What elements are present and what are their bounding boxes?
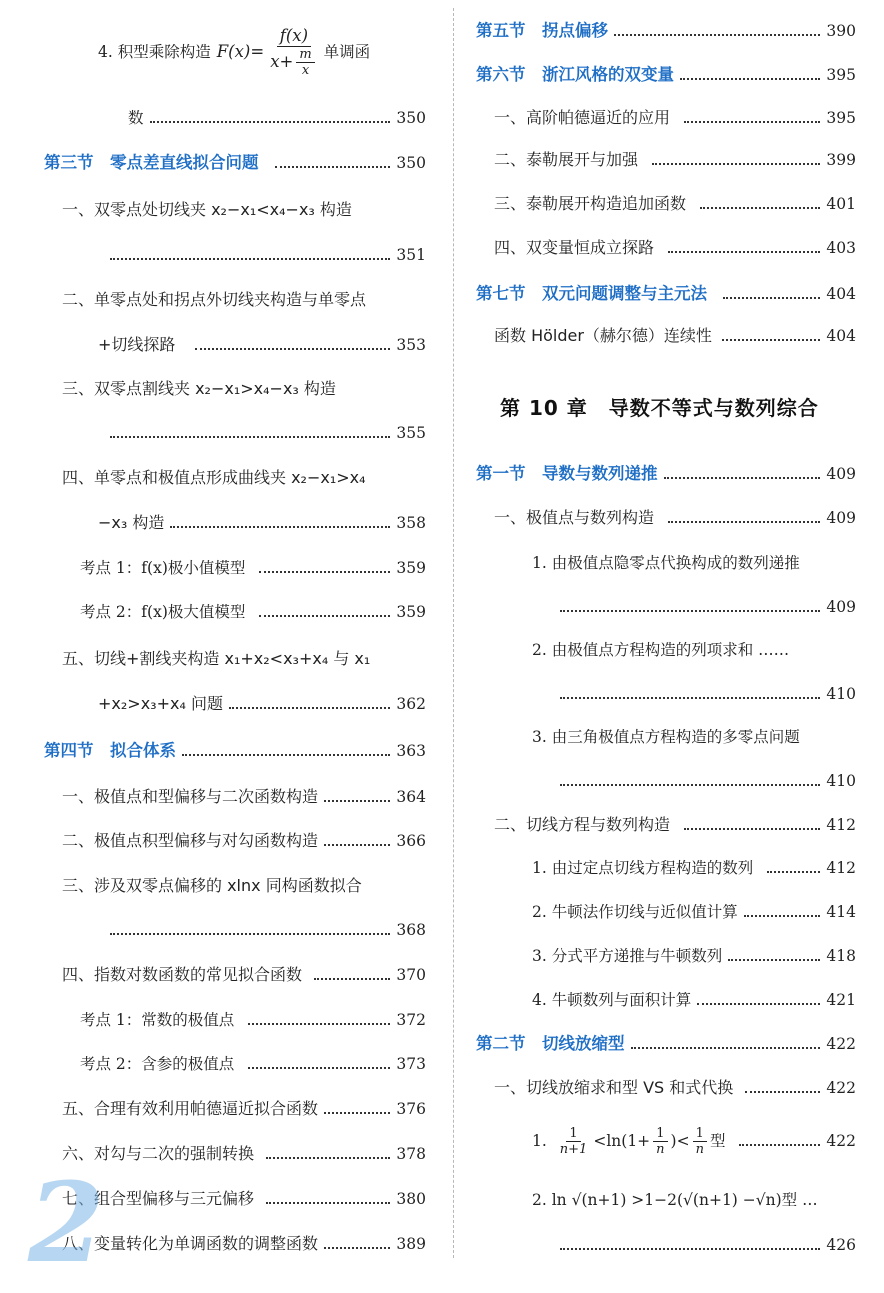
entry-text: 八、变量转化为单调函数的调整函数 [62, 1234, 319, 1253]
toc-entry-s4-4[interactable] [62, 964, 426, 986]
page-number: 422 [826, 1132, 856, 1150]
leader-dots [723, 297, 820, 299]
entry-text: 三、泰勒展开构造追加函数 [494, 194, 687, 213]
leader-dots [110, 933, 390, 935]
toc-entry-s3-2[interactable] [62, 289, 426, 311]
page-number: 418 [826, 947, 856, 965]
page-corner-digit: 2 [28, 1158, 105, 1287]
section-title: 第二节 切线放缩型 [476, 1034, 625, 1053]
entry-text: 函数 Hölder（赫尔德）连续性 [494, 326, 712, 345]
frac-numerator: 1 [653, 1126, 667, 1142]
leader-dots [150, 121, 391, 123]
page-number: 351 [396, 246, 426, 264]
entry-text: 2. 由极值点方程构造的列项求和 …… [532, 641, 790, 659]
toc-kaodian-4[interactable] [80, 1053, 426, 1075]
page-number: 422 [826, 1079, 856, 1097]
entry-text: 4. 牛顿数列与面积计算 [532, 991, 692, 1009]
toc-entry-item4[interactable] [98, 22, 428, 82]
entry-text: 一、极值点和型偏移与二次函数构造 [62, 787, 319, 806]
toc-entry-c1-2-4[interactable] [532, 989, 856, 1011]
page-number: 350 [396, 109, 426, 127]
toc-kaodian-3[interactable] [80, 1009, 426, 1031]
entry-text: 一、高阶帕德逼近的应用 [494, 108, 671, 127]
entry-text: 2. ln √(n+1) >1−2(√(n+1) −√n)型 … [532, 1191, 818, 1209]
entry-text: 三、双零点割线夹 x₂−x₁>x₄−x₃ 构造 [62, 379, 336, 398]
page-number: 409 [826, 509, 856, 527]
page-number: 403 [826, 239, 856, 257]
entry-text: 四、指数对数函数的常见拟合函数 [62, 965, 303, 984]
entry-text: 二、极值点积型偏移与对勾函数构造 [62, 831, 319, 850]
toc-entry-c1-1-3[interactable] [532, 726, 856, 748]
toc-section-4[interactable] [44, 740, 426, 762]
leader-dots [668, 251, 820, 253]
leader-dots [680, 78, 820, 80]
entry-text: 2. 牛顿法作切线与近似值计算 [532, 903, 738, 921]
page-number: 358 [396, 514, 426, 532]
inner-frac-num: m [296, 47, 314, 63]
entry-text: 五、切线+割线夹构造 x₁+x₂<x₃+x₄ 与 x₁ [62, 649, 371, 668]
section-title: 第三节 零点差直线拟合问题 [44, 153, 259, 172]
item4-suffix: 单调函 [323, 43, 371, 61]
page-number: 409 [826, 465, 856, 483]
entry-text: 一、双零点处切线夹 x₂−x₁<x₄−x₃ 构造 [62, 200, 352, 219]
toc-entry-item4-cont[interactable] [128, 107, 426, 129]
toc-entry-s3-4-cont[interactable] [98, 512, 426, 534]
leader-dots [110, 436, 390, 438]
frac-numerator: 1 [566, 1126, 580, 1142]
page-number: 389 [396, 1235, 426, 1253]
toc-entry-s6-4[interactable] [494, 237, 856, 259]
item4-frac-den-a: x+ [270, 52, 294, 71]
toc-entry-c1-2-2[interactable] [532, 901, 856, 923]
item4-fraction [267, 26, 320, 78]
section-title: 第五节 拐点偏移 [476, 21, 608, 40]
toc-entry-s3-1-page[interactable] [110, 244, 426, 266]
page-number: 362 [396, 695, 426, 713]
page-number: 378 [396, 1145, 426, 1163]
page-number: 363 [396, 742, 426, 760]
page-number: 350 [396, 154, 426, 172]
entry-text: 四、单零点和极值点形成曲线夹 x₂−x₁>x₄ [62, 468, 366, 487]
leader-dots [697, 1003, 820, 1005]
chapter-title[interactable]: 第 10 章 导数不等式与数列综合 [500, 396, 819, 420]
page-number: 410 [826, 772, 856, 790]
toc-entry-c2-1-1[interactable] [532, 1118, 856, 1164]
leader-dots [324, 800, 390, 802]
entry-type: 型 [709, 1132, 726, 1150]
toc-entry-s4-5[interactable] [62, 1098, 426, 1120]
leader-dots [631, 1047, 821, 1049]
entry-text: +x₂>x₃+x₄ 问题 [98, 694, 223, 713]
leader-dots [668, 521, 820, 523]
leader-dots [229, 707, 390, 709]
leader-dots [728, 959, 820, 961]
entry-text: 一、极值点与数列构造 [494, 508, 655, 527]
leader-dots [324, 1112, 390, 1114]
entry-text: 1. 由极值点隐零点代换构成的数列递推 [532, 554, 800, 572]
page-number: 370 [396, 966, 426, 984]
toc-entry-c1-2[interactable] [494, 814, 856, 836]
entry-text: 1. 由过定点切线方程构造的数列 [532, 859, 754, 877]
page-number: 426 [826, 1236, 856, 1254]
entry-text: 3. 由三角极值点方程构造的多零点问题 [532, 728, 800, 746]
entry-text: 数 [128, 109, 144, 127]
toc-entry-s3-2-cont[interactable] [98, 334, 426, 356]
leader-dots [767, 871, 820, 873]
entry-text: 3. 分式平方递推与牛顿数列 [532, 947, 723, 965]
page-number: 380 [396, 1190, 426, 1208]
leader-dots [195, 348, 390, 350]
toc-entry-c1-2-3[interactable] [532, 945, 856, 967]
toc-entry-s6-3[interactable] [494, 193, 856, 215]
leader-dots [275, 166, 391, 168]
page-number: 414 [826, 903, 856, 921]
page-number: 395 [826, 109, 856, 127]
fraction-1-over-n [653, 1126, 667, 1157]
fraction-1-over-n-plus-1 [557, 1126, 591, 1157]
leader-dots [700, 207, 820, 209]
frac-numerator: 1 [693, 1126, 707, 1142]
leader-dots [664, 477, 821, 479]
page-number: 412 [826, 816, 856, 834]
toc-section-3[interactable] [44, 152, 426, 174]
toc-entry-s3-5-cont[interactable] [98, 693, 426, 715]
page-number: 399 [826, 151, 856, 169]
leader-dots [248, 1023, 390, 1025]
page-number: 404 [826, 285, 856, 303]
page-number: 390 [826, 22, 856, 40]
item4-fx: F(x)= [216, 42, 265, 61]
toc-entry-c1-1-2[interactable] [532, 639, 856, 661]
toc-c10-section-1[interactable] [476, 463, 856, 485]
toc-entry-s4-6[interactable] [62, 1143, 426, 1165]
toc-entry-c2-1[interactable] [494, 1077, 856, 1099]
leader-dots [745, 1091, 820, 1093]
leader-dots [744, 915, 821, 917]
item4-frac-denominator [267, 47, 320, 78]
page-number: 353 [396, 336, 426, 354]
toc-entry-c1-1[interactable] [494, 507, 856, 529]
toc-entry-c2-1-2-page[interactable] [560, 1234, 856, 1256]
page-number: 372 [396, 1011, 426, 1029]
page-number: 368 [396, 921, 426, 939]
section-title: 第六节 浙江风格的双变量 [476, 65, 674, 84]
toc-entry-c1-1-2-page[interactable] [560, 683, 856, 705]
leader-dots [182, 754, 390, 756]
toc-entry-s6-1[interactable] [494, 107, 856, 129]
toc-entry-s3-3-page[interactable] [110, 422, 426, 444]
page-number: 410 [826, 685, 856, 703]
leader-dots [266, 1202, 390, 1204]
leader-dots [259, 615, 390, 617]
entry-mid: <ln(1+ [593, 1132, 651, 1150]
leader-dots [652, 163, 820, 165]
item4-prefix: 4. 积型乘除构造 [98, 43, 211, 61]
leader-dots [614, 34, 820, 36]
leader-dots [110, 258, 390, 260]
leader-dots [684, 121, 820, 123]
item4-inner-fraction [296, 47, 314, 78]
frac-denominator: n [656, 1141, 665, 1157]
column-divider [453, 8, 454, 1258]
page-number: 422 [826, 1035, 856, 1053]
leader-dots [722, 339, 820, 341]
page-number: 395 [826, 66, 856, 84]
entry-text: 三、涉及双零点偏移的 xlnx 同构函数拟合 [62, 876, 362, 895]
page-number: 376 [396, 1100, 426, 1118]
toc-entry-s4-3-page[interactable] [110, 919, 426, 941]
toc-entry-c1-1-1[interactable] [532, 552, 856, 574]
toc-entry-c1-1-3-page[interactable] [560, 770, 856, 792]
entry-number: 1. [532, 1132, 547, 1150]
page-number: 412 [826, 859, 856, 877]
page-number: 359 [396, 559, 426, 577]
toc-section-7[interactable] [476, 283, 856, 305]
toc-section-6[interactable] [476, 64, 856, 86]
section-title: 第七节 双元问题调整与主元法 [476, 284, 707, 303]
toc-section-5[interactable] [476, 20, 856, 42]
page-number: 421 [826, 991, 856, 1009]
page-number: 401 [826, 195, 856, 213]
leader-dots [684, 828, 820, 830]
entry-text: 二、泰勒展开与加强 [494, 150, 639, 169]
toc-entry-s3-4[interactable] [62, 467, 426, 489]
toc-kaodian-1[interactable] [80, 557, 426, 579]
entry-text: 七、组合型偏移与三元偏移 [62, 1189, 255, 1208]
entry-text: 五、合理有效利用帕德逼近拟合函数 [62, 1099, 319, 1118]
section-title: 第四节 拟合体系 [44, 741, 176, 760]
toc-entry-s3-1[interactable] [62, 199, 426, 221]
toc-entry-s4-7[interactable] [62, 1188, 426, 1210]
leader-dots [170, 526, 390, 528]
toc-entry-s3-3[interactable] [62, 378, 426, 400]
entry-end: )< [670, 1132, 690, 1150]
page-number: 404 [826, 327, 856, 345]
frac-denominator: n+1 [559, 1141, 588, 1157]
leader-dots [739, 1144, 820, 1146]
entry-text: 二、单零点处和拐点外切线夹构造与单零点 [62, 290, 367, 309]
page-number: 373 [396, 1055, 426, 1073]
entry-text: −x₃ 构造 [98, 513, 165, 532]
leader-dots [560, 697, 820, 699]
entry-text: 一、切线放缩求和型 VS 和式代换 [494, 1078, 734, 1097]
leader-dots [324, 1247, 390, 1249]
entry-text: 考点 1：常数的极值点 [80, 1011, 235, 1029]
inner-frac-den: x [301, 63, 310, 78]
page-number: 366 [396, 832, 426, 850]
toc-entry-s7-1[interactable] [494, 325, 856, 347]
page-number: 409 [826, 598, 856, 616]
entry-text: 考点 1：f(x)极小值模型 [80, 559, 246, 577]
leader-dots [560, 610, 820, 612]
entry-text: 考点 2：f(x)极大值模型 [80, 603, 246, 621]
leader-dots [324, 844, 390, 846]
toc-entry-s3-5[interactable] [62, 648, 426, 670]
leader-dots [259, 571, 390, 573]
toc-kaodian-2[interactable] [80, 601, 426, 623]
page-number: 359 [396, 603, 426, 621]
entry-text: 二、切线方程与数列构造 [494, 815, 671, 834]
toc-entry-s6-2[interactable] [494, 149, 856, 171]
entry-text: +切线探路 [98, 335, 176, 354]
entry-text: 考点 2：含参的极值点 [80, 1055, 235, 1073]
leader-dots [266, 1157, 390, 1159]
toc-entry-c1-2-1[interactable] [532, 857, 856, 879]
leader-dots [560, 784, 820, 786]
entry-text: 六、对勾与二次的强制转换 [62, 1144, 255, 1163]
frac-denominator: n [695, 1141, 704, 1157]
section-title: 第一节 导数与数列递推 [476, 464, 658, 483]
item4-frac-numerator: f(x) [277, 26, 311, 47]
leader-dots [560, 1248, 820, 1250]
toc-entry-s4-8[interactable] [62, 1233, 426, 1255]
fraction-1-over-n-2 [693, 1126, 707, 1157]
toc-c10-section-2[interactable] [476, 1033, 856, 1055]
page-number: 355 [396, 424, 426, 442]
toc-entry-c2-1-2[interactable] [532, 1189, 856, 1211]
page-number: 364 [396, 788, 426, 806]
leader-dots [314, 978, 390, 980]
toc-entry-s4-3[interactable] [62, 875, 426, 897]
toc-entry-c1-1-1-page[interactable] [560, 596, 856, 618]
entry-text: 四、双变量恒成立探路 [494, 238, 655, 257]
toc-entry-s4-1[interactable] [62, 786, 426, 808]
toc-entry-s4-2[interactable] [62, 830, 426, 852]
leader-dots [248, 1067, 390, 1069]
